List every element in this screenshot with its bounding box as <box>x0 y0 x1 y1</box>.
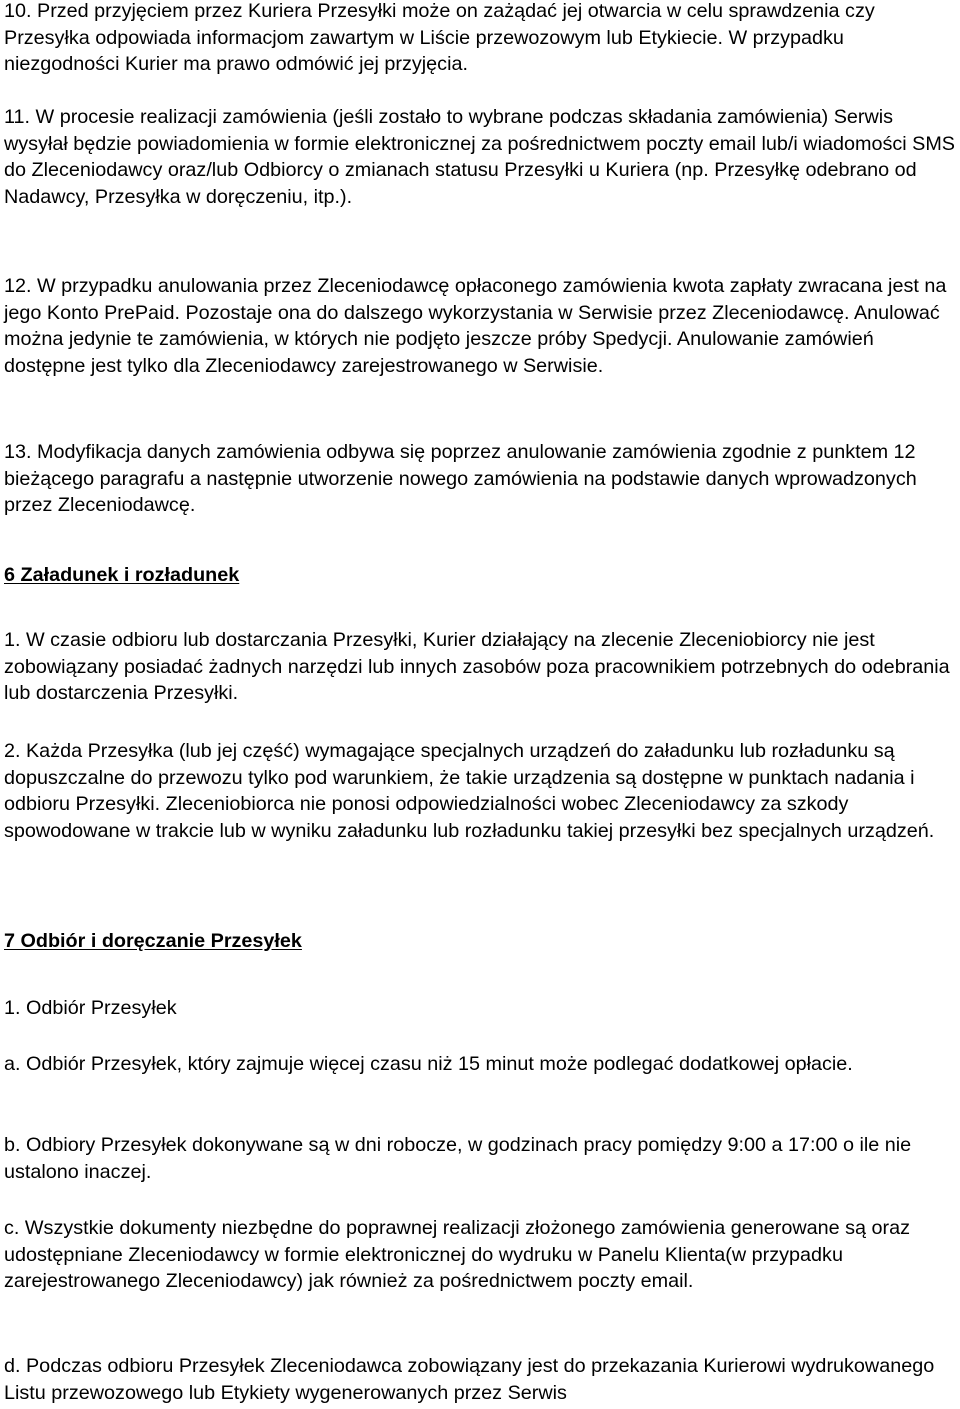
section-7-item-a: a. Odbiór Przesyłek, który zajmuje więcej czasu niż 15 minut może podlegać dodatkowej opłacie. <box>4 1053 853 1075</box>
section-7-item-1: 1. Odbiór Przesyłek <box>4 997 177 1019</box>
section-6-item-1: 1. W czasie odbioru lub dostarczania Przesyłki, Kurier działający na zlecenie Zleceniobiorcy nie jest zobowiązany posiadać żadnych narzędzi lub innych zasobów poza pracownikiem potrzebnych do odebrania lub dostarczenia Przesyłki. <box>4 629 950 704</box>
section-7-heading: 7 Odbiór i doręczanie Przesyłek <box>4 930 302 952</box>
section-7-item-b: b. Odbiory Przesyłek dokonywane są w dni robocze, w godzinach pracy pomiędzy 9:00 a 17:00 o ile nie ustalono inaczej. <box>4 1134 912 1183</box>
paragraph-12: 12. W przypadku anulowania przez Zleceniodawcę opłaconego zamówienia kwota zapłaty zwracana jest na jego Konto PrePaid. Pozostaje ona do dalszego wykorzystania w Serwisie przez Zleceniodawcę. Anulować można jedynie te zamówienia, w których nie podjęto jeszcze próby Spedycji. Anulowanie zamówień dostępne jest tylko dla Zleceniodawcy zarejestrowanego w Serwisie. <box>4 275 947 377</box>
section-7-item-c: c. Wszystkie dokumenty niezbędne do poprawnej realizacji złożonego zamówienia generowane są oraz udostępniane Zleceniodawcy w formie elektronicznej do wydruku w Panelu Klienta(w przypadku zarejestrowanego Zleceniodawcy) jak również za pośrednictwem poczty email. <box>4 1217 911 1292</box>
section-6-heading: 6 Załadunek i rozładunek <box>4 564 240 586</box>
paragraph-10: 10. Przed przyjęciem przez Kuriera Przesyłki może on zażądać jej otwarcia w celu sprawdzenia czy Przesyłka odpowiada informacjom zawartym w Liście przewozowym lub Etykiecie. W przypadku niezgodności Kurier ma prawo odmówić jej przyjęcia. <box>4 0 875 75</box>
section-6-item-2: 2. Każda Przesyłka (lub jej część) wymagające specjalnych urządzeń do załadunku lub rozładunku są dopuszczalne do przewozu tylko pod warunkiem, że takie urządzenia są dostępne w punktach nadania i odbioru Przesyłki. Zleceniobiorca nie ponosi odpowiedzialności wobec Zleceniodawcy za szkody spowodowane w trakcie lub w wyniku załadunku lub rozładunku takiej przesyłki bez specjalnych urządzeń. <box>4 740 935 842</box>
paragraph-11: 11. W procesie realizacji zamówienia (jeśli zostało to wybrane podczas składania zamówienia) Serwis wysyłał będzie powiadomienia w formie elektronicznej za pośrednictwem poczty email lub/i wiadomości SMS do Zleceniodawcy oraz/lub Odbiorcy o zmianach statusu Przesyłki u Kuriera (np. Przesyłkę odebrano od Nadawcy, Przesyłka w doręczeniu, itp.). <box>4 106 955 208</box>
paragraph-13: 13. Modyfikacja danych zamówienia odbywa się poprzez anulowanie zamówienia zgodnie z punktem 12 bieżącego paragrafu a następnie utworzenie nowego zamówienia na podstawie danych wprowadzonych przez Zleceniodawcę. <box>4 441 917 516</box>
section-7-item-d: d. Podczas odbioru Przesyłek Zleceniodawca zobowiązany jest do przekazania Kurierowi wydrukowanego Listu przewozowego lub Etykiety wygenerowanych przez Serwis <box>4 1355 935 1404</box>
